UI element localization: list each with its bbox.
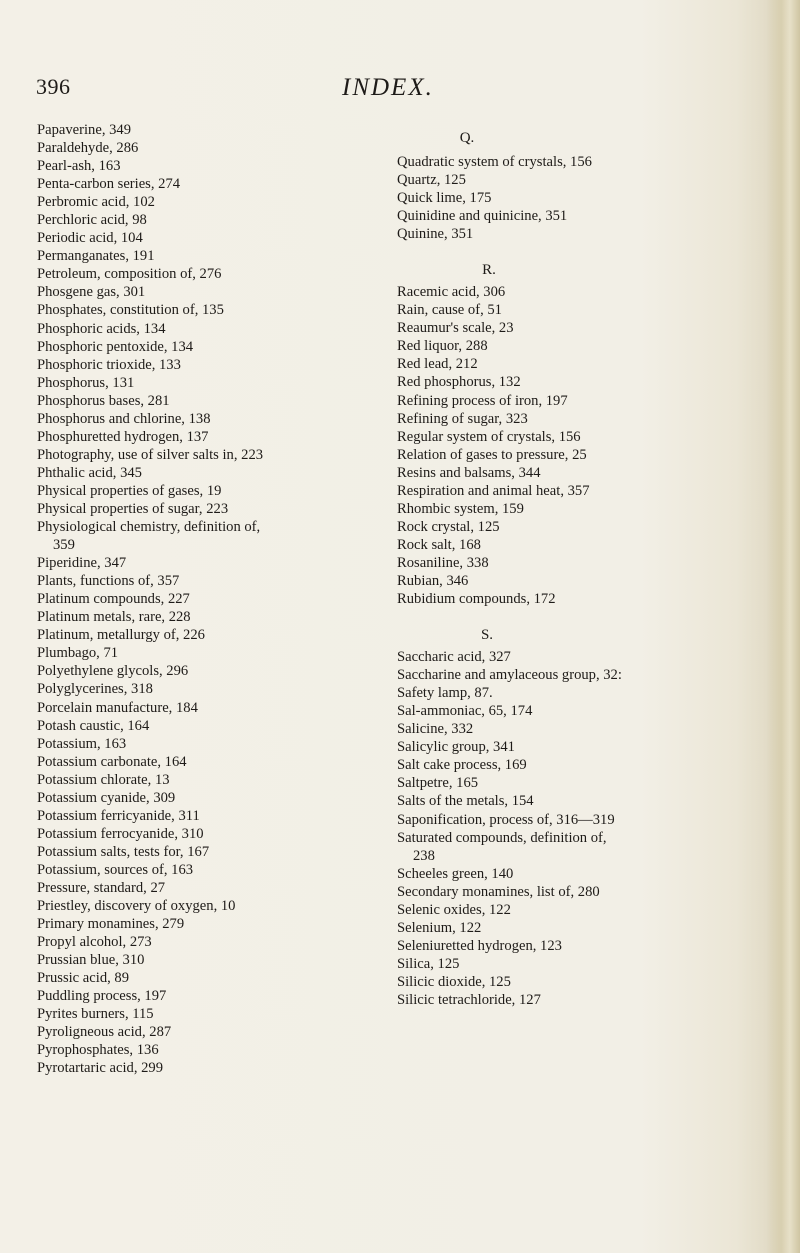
index-entry: Relation of gases to pressure, 25 (397, 446, 587, 463)
section-s-entries (397, 648, 767, 1009)
index-entry: Physical properties of gases, 19 (37, 482, 222, 499)
index-entry: Quick lime, 175 (397, 190, 492, 207)
index-entry: Rosaniline, 338 (397, 554, 489, 571)
index-entry: Petroleum, composition of, 276 (37, 266, 222, 283)
index-entry: Phosphorus, 131 (37, 374, 135, 391)
index-entry: Scheeles green, 140 (397, 865, 514, 882)
index-entry: Potassium, sources of, 163 (37, 861, 194, 878)
index-entry: Sal-ammoniac, 65, 174 (397, 703, 533, 720)
index-entry: Racemic acid, 306 (397, 284, 506, 301)
index-entry: Quartz, 125 (397, 172, 466, 189)
index-entry: Propyl alcohol, 273 (37, 934, 152, 951)
index-entry: Photography, use of silver salts in, 223 (37, 446, 264, 463)
index-entry: Saltpetre, 165 (397, 775, 479, 792)
index-entry: Silicic dioxide, 125 (397, 973, 511, 990)
index-entry: Reaumur's scale, 23 (397, 320, 514, 337)
index-entry: Rain, cause of, 51 (397, 302, 502, 319)
index-entry: Silica, 125 (397, 955, 460, 972)
index-entry: Perbromic acid, 102 (37, 194, 155, 211)
index-entry: Rhombic system, 159 (397, 500, 524, 517)
index-entry: Potassium ferricyanide, 311 (37, 807, 200, 824)
running-title: INDEX. (342, 74, 434, 101)
index-entry: Saccharic acid, 327 (397, 649, 511, 666)
index-entry: Phosgene gas, 301 (37, 284, 146, 301)
index-entry: Paraldehyde, 286 (37, 140, 139, 157)
index-entry: Red liquor, 288 (397, 338, 488, 355)
index-entry: Pyroligneous acid, 287 (37, 1024, 172, 1041)
index-entry: Pyrophosphates, 136 (37, 1042, 159, 1059)
index-entry: Red phosphorus, 132 (397, 374, 521, 391)
index-entry: Respiration and animal heat, 357 (397, 482, 590, 499)
index-entry: Phosphuretted hydrogen, 137 (37, 428, 209, 445)
index-column-right (397, 121, 767, 1009)
index-entry: Porcelain manufacture, 184 (37, 699, 198, 716)
index-entry: Prussian blue, 310 (37, 952, 145, 969)
index-entry: Selenic oxides, 122 (397, 901, 511, 918)
index-entry: Seleniuretted hydrogen, 123 (397, 937, 562, 954)
index-entry: Phosphoric pentoxide, 134 (37, 338, 194, 355)
index-entry: Platinum compounds, 227 (37, 591, 190, 608)
index-entry: Salicine, 332 (397, 721, 474, 738)
index-entry: Selenium, 122 (397, 919, 482, 936)
index-entry: Phosphorus bases, 281 (37, 392, 170, 409)
index-entry: Resins and balsams, 344 (397, 464, 541, 481)
index-entry: Quadratic system of crystals, 156 (397, 154, 592, 170)
index-entry: Phosphoric acids, 134 (37, 320, 166, 337)
section-q-entries (397, 153, 767, 243)
index-entry: Regular system of crystals, 156 (397, 428, 581, 445)
index-entry: Saccharine and amylaceous group, 32: (397, 667, 622, 684)
index-entry: Primary monamines, 279 (37, 916, 185, 933)
index-entry: Plants, functions of, 357 (37, 573, 180, 590)
index-entry: Physiological chemistry, definition of, (37, 519, 261, 536)
index-entry: Polyglycerines, 318 (37, 681, 153, 698)
index-entry: Phthalic acid, 345 (37, 464, 142, 481)
page-gutter-shadow (766, 0, 800, 1253)
index-entry: Prussic acid, 89 (37, 970, 130, 987)
section-letter-r: R. (482, 262, 496, 279)
index-entry: Pressure, standard, 27 (37, 879, 166, 896)
page-number: 396 (36, 74, 71, 99)
index-entry: Secondary monamines, list of, 280 (397, 883, 600, 900)
index-entry: Quinine, 351 (397, 226, 474, 243)
index-entry: Potassium carbonate, 164 (37, 753, 187, 770)
index-entry: Phosphoric trioxide, 133 (37, 356, 181, 373)
index-entry: Potash caustic, 164 (37, 717, 150, 734)
index-entry: Silicic tetrachloride, 127 (397, 991, 541, 1008)
section-letter-q: Q. (459, 130, 475, 146)
index-entry: Safety lamp, 87. (397, 685, 493, 702)
index-entry: Refining process of iron, 197 (397, 392, 568, 409)
index-entry: Red lead, 212 (397, 356, 478, 373)
index-entry: Periodic acid, 104 (37, 230, 143, 247)
index-entry: Polyethylene glycols, 296 (37, 663, 189, 680)
index-column-left (37, 121, 377, 1077)
index-entry: Platinum, metallurgy of, 226 (37, 627, 205, 644)
index-entry: Plumbago, 71 (37, 645, 119, 662)
index-entry: Saponification, process of, 316—319 (397, 811, 615, 828)
index-entry: 359 (53, 537, 75, 554)
index-entry: Quinidine and quinicine, 351 (397, 208, 568, 225)
index-entry: Physical properties of sugar, 223 (37, 500, 229, 517)
index-entry: Potassium, 163 (37, 735, 127, 752)
index-entry: Priestley, discovery of oxygen, 10 (37, 898, 236, 915)
section-letter-s: S. (480, 627, 494, 644)
index-entry: Phosphates, constitution of, 135 (37, 302, 224, 319)
index-entry: Refining of sugar, 323 (397, 410, 528, 427)
page-header (36, 74, 736, 114)
index-entry: 238 (413, 847, 435, 864)
index-entry: Salt cake process, 169 (397, 757, 527, 774)
index-entry: Pearl-ash, 163 (37, 158, 121, 175)
index-entry: Penta-carbon series, 274 (37, 176, 181, 193)
index-entry: Potassium ferrocyanide, 310 (37, 825, 204, 842)
index-entry: Permanganates, 191 (37, 248, 155, 265)
index-entry: Platinum metals, rare, 228 (37, 609, 191, 626)
index-entry: Salicylic group, 341 (397, 739, 515, 756)
index-entry: Pyrotartaric acid, 299 (37, 1060, 164, 1077)
index-entry: Rock salt, 168 (397, 536, 481, 553)
index-entry: Potassium cyanide, 309 (37, 789, 176, 806)
index-entry: Potassium salts, tests for, 167 (37, 843, 210, 860)
index-entry: Pyrites burners, 115 (37, 1006, 154, 1023)
index-entry: Saturated compounds, definition of, (397, 829, 607, 846)
index-entry: Rubidium compounds, 172 (397, 591, 556, 608)
index-entry: Phosphorus and chlorine, 138 (37, 410, 211, 427)
index-entry: Rock crystal, 125 (397, 518, 500, 535)
index-entry: Salts of the metals, 154 (397, 793, 534, 810)
index-entry: Perchloric acid, 98 (37, 212, 147, 229)
index-entry: Papaverine, 349 (37, 122, 132, 138)
index-entry: Potassium chlorate, 13 (37, 771, 170, 788)
index-entry: Rubian, 346 (397, 572, 469, 589)
section-r-entries (397, 283, 767, 608)
index-entry: Puddling process, 197 (37, 988, 167, 1005)
index-entry: Piperidine, 347 (37, 555, 127, 572)
